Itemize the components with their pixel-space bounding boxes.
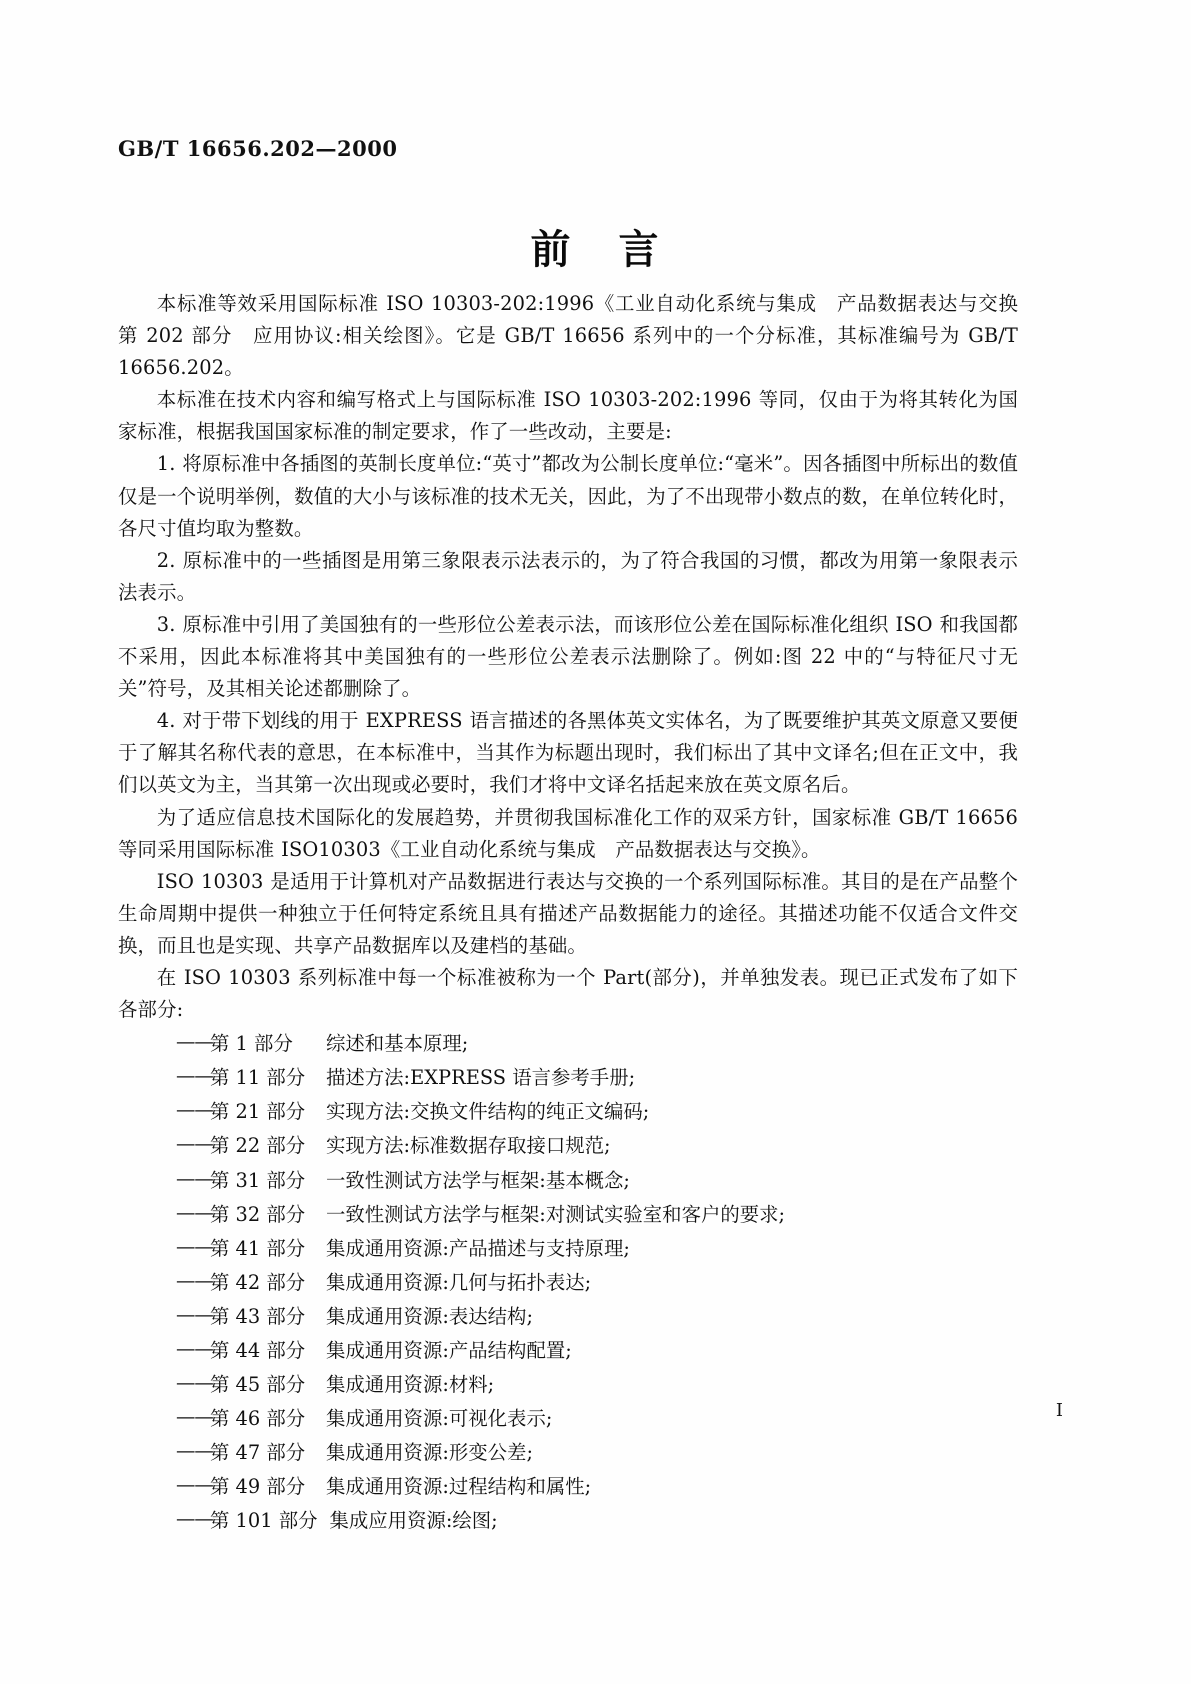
page-number: I <box>1055 1400 1063 1421</box>
paragraph-5: 在 ISO 10303 系列标准中每一个标准被称为一个 Part(部分)，并单独发表。现已正式发布了如下各部分: <box>118 965 1018 1022</box>
list-dash: —— <box>176 1268 213 1292</box>
list-dash: —— <box>176 1302 213 1326</box>
list-item <box>118 1265 1018 1299</box>
page-title-char-1: 前 <box>530 227 573 273</box>
part-number: 第 22 部分 <box>210 1134 306 1158</box>
paragraph-2: 本标准在技术内容和编写格式上与国际标准 ISO 10303-202:1996 等同，仅由于为将其转化为国家标准，根据我国国家标准的制定要求，作了一些改动，主要是: <box>118 388 1018 444</box>
part-title: 集成通用资源:过程结构和属性; <box>326 1475 592 1499</box>
list-dash: —— <box>176 1507 213 1531</box>
list-item <box>118 1060 1018 1094</box>
paragraph-item-2: 2. 原标准中的一些插图是用第三象限表示法表示的，为了符合我国的习惯，都改为用第一象限表示法表示。 <box>118 548 1018 604</box>
page-title-char-2: 言 <box>618 227 661 273</box>
paragraph-item-4: 4. 对于带下划线的用于 EXPRESS 语言描述的各黑体英文实体名，为了既要维护其英文原意又要便于了解其名称代表的意思，在本标准中，当其作为标题出现时，我们标出了其中文译名;但在正文中，我们以英文为主，当其第一次出现或必要时，我们才将中文译名括起来放在英文原名后。 <box>118 709 1018 797</box>
part-number: 第 49 部分 <box>210 1475 306 1499</box>
document-header-standard-number: GB/T 16656.202—2000 <box>118 136 398 161</box>
list-dash: —— <box>176 1234 213 1258</box>
list-item <box>118 1503 1018 1537</box>
list-item <box>118 1094 1018 1128</box>
part-title: 一致性测试方法学与框架:对测试实验室和客户的要求; <box>326 1202 786 1226</box>
list-dash: —— <box>176 1473 213 1497</box>
list-dash: —— <box>176 1098 213 1122</box>
part-number: 第 1 部分 <box>210 1032 293 1056</box>
paragraph-item-3: 3. 原标准中引用了美国独有的一些形位公差表示法，而该形位公差在国际标准化组织 ISO 和我国都不采用，因此本标准将其中美国独有的一些形位公差表示法删除了。例如:图 22 中的“与特征尺寸无关”符号，及其相关论述都删除了。 <box>118 612 1018 701</box>
list-item <box>118 1197 1018 1231</box>
part-title: 集成通用资源:产品描述与支持原理; <box>326 1236 630 1260</box>
part-title: 集成通用资源:几何与拓扑表达; <box>326 1270 592 1294</box>
list-item <box>118 1401 1018 1435</box>
part-title: 实现方法:交换文件结构的纯正文编码; <box>326 1100 650 1124</box>
part-title: 集成通用资源:产品结构配置; <box>326 1339 572 1362</box>
part-number: 第 45 部分 <box>210 1373 306 1397</box>
part-title: 集成通用资源:材料; <box>326 1373 495 1397</box>
list-item <box>118 1469 1018 1503</box>
list-dash: —— <box>176 1166 213 1190</box>
part-title: 集成通用资源:表达结构; <box>326 1304 533 1328</box>
foreword-body <box>118 288 1038 1538</box>
part-number: 第 21 部分 <box>210 1100 306 1124</box>
list-dash: —— <box>176 1405 213 1429</box>
list-dash: —— <box>176 1371 213 1395</box>
part-title: 实现方法:标准数据存取接口规范; <box>326 1134 611 1158</box>
list-item <box>118 1435 1018 1469</box>
list-dash: —— <box>176 1030 213 1054</box>
part-number: 第 11 部分 <box>210 1066 306 1090</box>
part-title: 描述方法:EXPRESS 语言参考手册; <box>326 1066 636 1090</box>
iso-parts-list <box>118 1026 1018 1537</box>
part-number: 第 44 部分 <box>210 1339 306 1362</box>
part-title: 一致性测试方法学与框架:基本概念; <box>326 1168 630 1192</box>
part-number: 第 43 部分 <box>210 1304 306 1328</box>
part-number: 第 32 部分 <box>210 1202 306 1226</box>
page-title <box>0 218 1191 275</box>
list-dash: —— <box>176 1132 213 1156</box>
part-title: 综述和基本原理; <box>326 1032 469 1056</box>
paragraph-item-1: 1. 将原标准中各插图的英制长度单位:“英寸”都改为公制长度单位:“毫米”。因各插图中所标出的数值仅是一个说明举例，数值的大小与该标准的技术无关，因此，为了不出现带小数点的数，在单位转化时，各尺寸值均取为整数。 <box>118 452 1018 540</box>
part-title: 集成通用资源:形变公差; <box>326 1441 533 1465</box>
part-number: 第 47 部分 <box>210 1441 306 1465</box>
list-item <box>118 1333 1018 1367</box>
list-dash: —— <box>176 1337 213 1360</box>
part-number: 第 41 部分 <box>210 1236 306 1260</box>
paragraph-1: 本标准等效采用国际标准 ISO 10303-202:1996《工业自动化系统与集成 产品数据表达与交换 第 202 部分 应用协议:相关绘图》。它是 GB/T 16656 系列中的一个分标准，其标准编号为 GB/T 16656.202。 <box>118 292 1038 380</box>
part-number: 第 42 部分 <box>210 1270 306 1294</box>
list-dash: —— <box>176 1200 213 1224</box>
list-dash: —— <box>176 1439 213 1463</box>
part-number: 第 31 部分 <box>210 1168 306 1192</box>
part-number: 第 101 部分 <box>210 1509 318 1533</box>
part-title: 集成应用资源:绘图; <box>329 1509 498 1533</box>
list-item <box>118 1299 1018 1333</box>
list-item <box>118 1231 1018 1265</box>
part-title: 集成通用资源:可视化表示; <box>326 1407 553 1431</box>
list-item <box>118 1163 1018 1197</box>
list-item <box>118 1026 1018 1060</box>
list-item <box>118 1367 1018 1401</box>
paragraph-3: 为了适应信息技术国际化的发展趋势，并贯彻我国标准化工作的双采方针，国家标准 GB/T 16656 等同采用国际标准 ISO10303《工业自动化系统与集成 产品数据表达与交换》。 <box>118 805 1018 861</box>
list-item <box>118 1128 1018 1162</box>
list-dash: —— <box>176 1064 213 1088</box>
part-number: 第 46 部分 <box>210 1407 306 1431</box>
paragraph-4: ISO 10303 是适用于计算机对产品数据进行表达与交换的一个系列国际标准。其目的是在产品整个生命周期中提供一种独立于任何特定系统且具有描述产品数据能力的途径。其描述功能不仅适合文件交换，而且也是实现、共享产品数据库以及建档的基础。 <box>118 869 1018 957</box>
